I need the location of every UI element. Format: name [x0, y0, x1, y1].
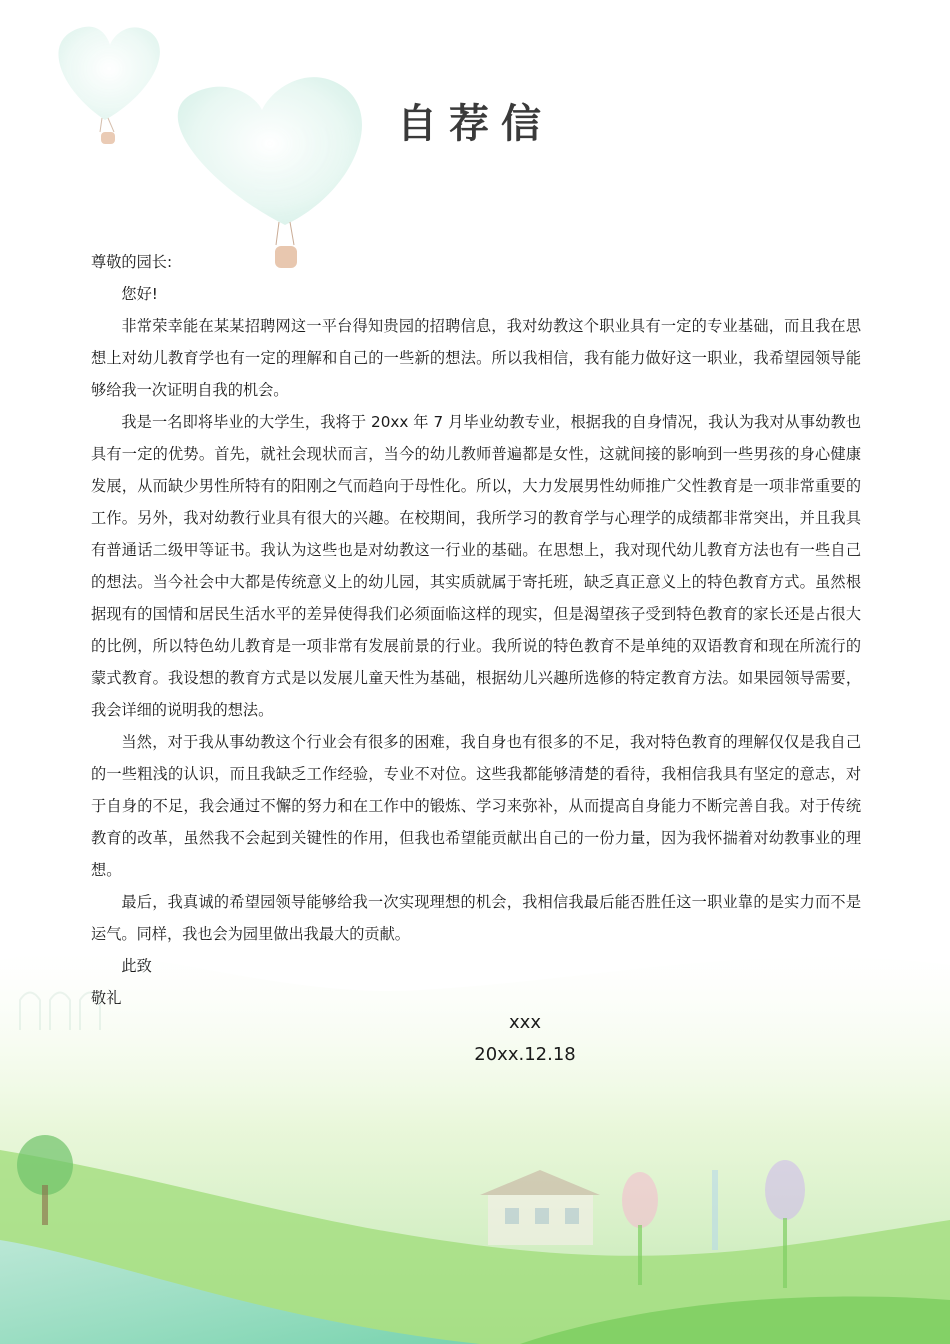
letter-title: 自荐信	[397, 101, 553, 147]
salutation: 尊敬的园长:	[91, 253, 173, 271]
closing-line: 此致	[121, 957, 152, 975]
paragraph: 最后，我真诚的希望园领导能够给我一次实现理想的机会，我相信我最后能否胜任这一职业靠的是实力而不是运气。同样，我也会为园里做出我最大的贡献。	[91, 893, 861, 943]
greeting: 您好!	[121, 285, 158, 303]
letter-body	[91, 246, 861, 1014]
signature: xxx	[509, 1012, 541, 1033]
letter-date: 20xx.12.18	[474, 1044, 576, 1065]
paragraph: 当然，对于我从事幼教这个行业会有很多的困难，我自身也有很多的不足，我对特色教育的理解仅仅是我自己的一些粗浅的认识，而且我缺乏工作经验，专业不对位。这些我都能够清楚的看待，我相信我具有坚定的意志，对于自身的不足，我会通过不懈的努力和在工作中的锻炼、学习来弥补，从而提高自身能力不断完善自我。对于传统教育的改革，虽然我不会起到关键性的作用，但我也希望能贡献出自己的一份力量，因为我怀揣着对幼教事业的理想。	[91, 733, 861, 879]
closing-line: 敬礼	[91, 989, 122, 1007]
paragraph: 我是一名即将毕业的大学生，我将于 20xx 年 7 月毕业幼教专业，根据我的自身情况，我认为我对从事幼教也具有一定的优势。首先，就社会现状而言，当今的幼儿教师普遍都是女性，这就间接的影响到一些男孩的身心健康发展，从而缺少男性所特有的阳刚之气而趋向于母性化。所以，大力发展男性幼师推广父性教育是一项非常重要的工作。另外，我对幼教行业具有很大的兴趣。在校期间，我所学习的教育学与心理学的成绩都非常突出，并且我具有普通话二级甲等证书。我认为这些也是对幼教这一行业的基础。在思想上，我对现代幼儿教育方法也有一些自己的想法。当今社会中大都是传统意义上的幼儿园，其实质就属于寄托班，缺乏真正意义上的特色教育方式。虽然根据现有的国情和居民生活水平的差异使得我们必须面临这样的现实，但是渴望孩子受到特色教育的家长还是占很大的比例，所以特色幼儿教育是一项非常有发展前景的行业。我所说的特色教育不是单纯的双语教育和现在所流行的蒙式教育。我设想的教育方式是以发展儿童天性为基础，根据幼儿兴趣所选修的特定教育方法。如果园领导需要，我会详细的说明我的想法。	[91, 413, 861, 719]
paragraph: 非常荣幸能在某某招聘网这一平台得知贵园的招聘信息，我对幼教这个职业具有一定的专业基础，而且我在思想上对幼儿教育学也有一定的理解和自己的一些新的想法。所以我相信，我有能力做好这一职业，我希望园领导能够给我一次证明自我的机会。	[91, 317, 861, 399]
